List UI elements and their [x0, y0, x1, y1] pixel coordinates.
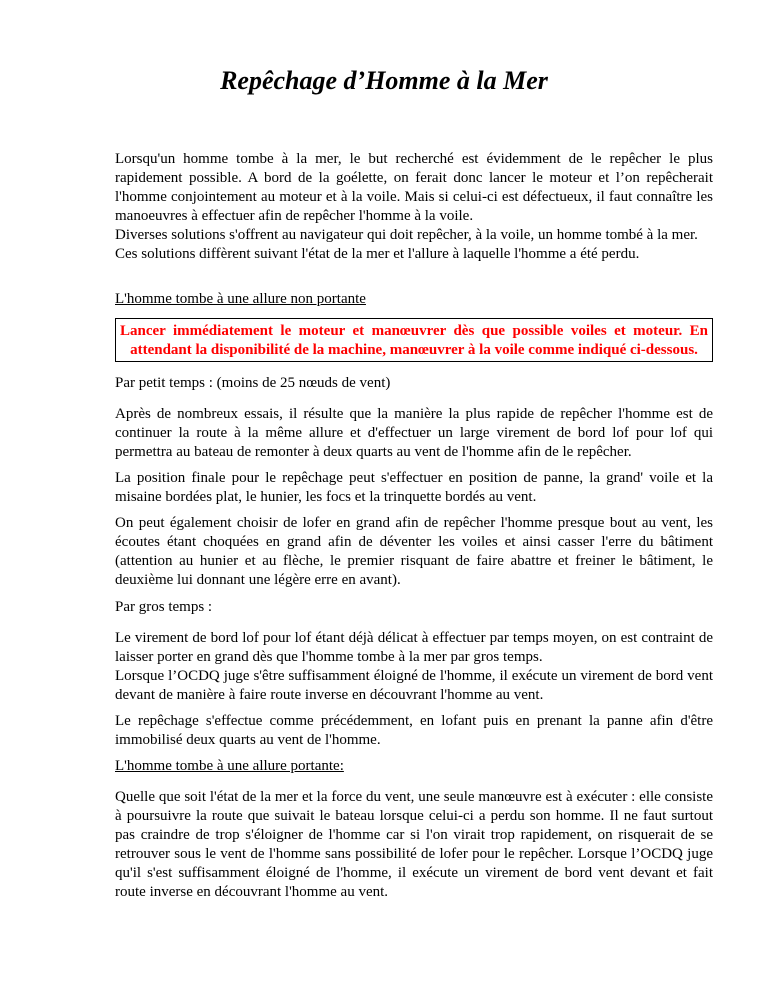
intro-paragraph: Lorsqu'un homme tombe à la mer, le but recherché est évidemment de le repêcher le plus rapidement possible. A bord de la goélette, on ferait donc lancer le moteur et l’on repêcherait l'homme conjointement au moteur et à la voile. Mais si celui-ci est défectueux, il faut connaître les manoeuvres à effectuer afin de repêcher l'homme à la voile. [115, 151, 713, 224]
section-heading-portante [115, 757, 713, 776]
portante-paragraph: Quelle que soit l'état de la mer et la force du vent, une seule manœuvre est à exécuter : elle consiste à poursuivre la route que suivait le bateau lorsque celui-ci a perdu son homme. Il ne faut surtout pas craindre de trop s'éloigner de l'homme car si l'on virait trop rapidement, on risquerait de se retrouver sous le vent de l'homme sans possibilité de lofer pour le repêcher. Lorsque l’OCDQ juge qu'il s'est suffisamment éloigné de l'homme, il exécute un virement de bord vent devant et fait route inverse en découvrant l'homme au vent. [115, 789, 713, 900]
subheading-gros-temps: Par gros temps : [115, 599, 213, 615]
solutions-line-1: Diverses solutions s'offrent au navigateur qui doit repêcher, à la voile, un homme tombé à la mer. [115, 227, 698, 243]
repechage-paragraph: Le repêchage s'effectue comme précédemment, en lofant puis en prenant la panne afin d'être immobilisé deux quarts au vent de l'homme. [115, 713, 713, 748]
page-title: Repêchage d’Homme à la Mer [220, 66, 548, 95]
gros-temps-line-2: Lorsque l’OCDQ juge s'être suffisamment éloigné de l'homme, il exécute un virement de bord vent devant de manière à faire route inverse en découvrant l'homme au vent. [115, 668, 713, 703]
section-heading-non-portante [115, 290, 713, 309]
solutions-paragraph [115, 226, 713, 264]
solutions-line-2: Ces solutions diffèrent suivant l'état de la mer et l'allure à laquelle l'homme a été perdu. [115, 246, 640, 262]
gros-temps-line-1: Le virement de bord lof pour lof étant déjà délicat à effectuer par temps moyen, on est contraint de laisser porter en grand dès que l'homme tombe à la mer par gros temps. [115, 630, 713, 665]
lofer-paragraph: On peut également choisir de lofer en grand afin de repêcher l'homme presque bout au vent, les écoutes étant choquées en grand afin de déventer les voiles et ainsi casser l'erre du bâtiment (attention au hunier et au flèche, le premier risquant de faire abattre et freiner le bâtiment, le deuxième lui donnant une légère erre en avant). [115, 515, 713, 588]
section-heading-non-portante-text: L'homme tombe à une allure non portante [115, 291, 366, 307]
section-heading-portante-text: L'homme tombe à une allure portante: [115, 758, 344, 774]
petit-temps-paragraph: Après de nombreux essais, il résulte que la manière la plus rapide de repêcher l'homme est de continuer la route à la même allure et d'effectuer un large virement de bord lof pour lof qui permettra au bateau de remonter à deux quarts au vent de l'homme afin de le repêcher. [115, 406, 713, 460]
warning-callout: Lancer immédiatement le moteur et manœuvrer dès que possible voiles et moteur. En attendant la disponibilité de la machine, manœuvrer à la voile comme indiqué ci-dessous. [115, 318, 713, 362]
gros-temps-paragraph [115, 629, 713, 705]
subheading-petit-temps: Par petit temps : (moins de 25 nœuds de vent) [115, 375, 391, 391]
position-finale-paragraph: La position finale pour le repêchage peut s'effectuer en position de panne, la grand' voile et la misaine bordées plat, le hunier, les focs et la trinquette bordés au vent. [115, 470, 713, 505]
